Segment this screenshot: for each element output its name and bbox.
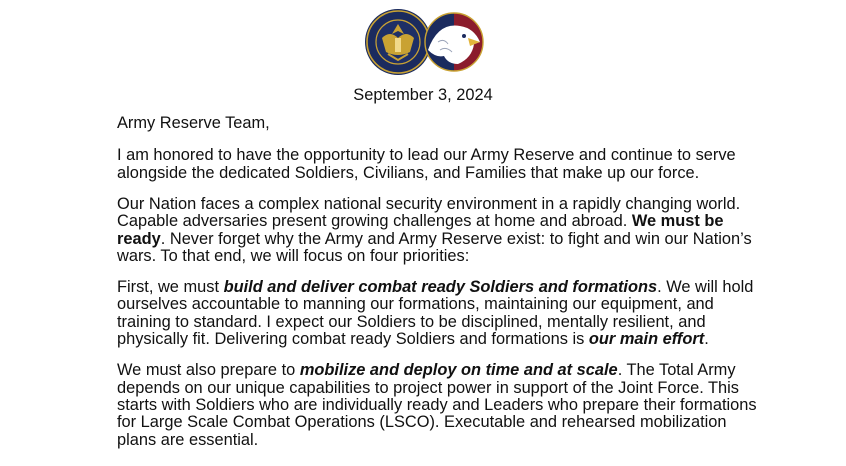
paragraph-text: I am honored to have the opportunity to lead our Army Reserve and continue to serve alongside the dedicated Soldiers, Civilians, and Families that make up our force.: [117, 146, 736, 182]
emphasis-main-effort: our main effort: [588, 330, 705, 349]
emphasis-ready: We must be ready: [117, 212, 724, 248]
army-seal-icon: [364, 8, 432, 76]
paragraph-priority-one: [117, 279, 757, 349]
paragraph-text: Our Nation faces a complex national security environment in a rapidly changing world. Capable adversaries present growing challenges at home and abroad.: [117, 194, 741, 231]
paragraph-text: . We will hold ourselves accountable to manning our formations, maintaining our equipment, and training to standard. I expect our Soldiers to be disciplined, mentally resilient, and physically fit. Delivering combat ready Soldiers and formations is: [117, 278, 754, 349]
paragraph-text: We must also prepare to: [117, 361, 300, 380]
paragraph-priority-two: [117, 362, 757, 449]
letter-date: September 3, 2024: [353, 86, 493, 104]
letterhead-seals: [0, 8, 846, 74]
letter-body: [117, 115, 757, 463]
paragraph-security-environment: [117, 196, 757, 266]
emphasis-combat-ready: build and deliver combat ready Soldiers and formations: [223, 278, 658, 297]
emphasis-mobilize: mobilize and deploy on time and at scale: [299, 361, 618, 380]
reserve-eagle-seal-icon: [424, 12, 484, 72]
paragraph-text: .: [704, 330, 709, 349]
paragraph-intro: [117, 147, 757, 182]
paragraph-text: First, we must: [117, 278, 224, 297]
salutation: Army Reserve Team,: [117, 114, 270, 132]
paragraph-text: . The Total Army depends on our unique capabilities to project power in support of the Joint Force. This starts with Soldiers who are individually ready and Leaders who prepare their formations for Large Scale Combat Operations (LSCO). Executable and rehearsed mobilization plans are essential.: [117, 361, 757, 449]
paragraph-text: . Never forget why the Army and Army Reserve exist: to fight and win our Nation’s wars. To that end, we will focus on four priorities:: [117, 229, 752, 266]
